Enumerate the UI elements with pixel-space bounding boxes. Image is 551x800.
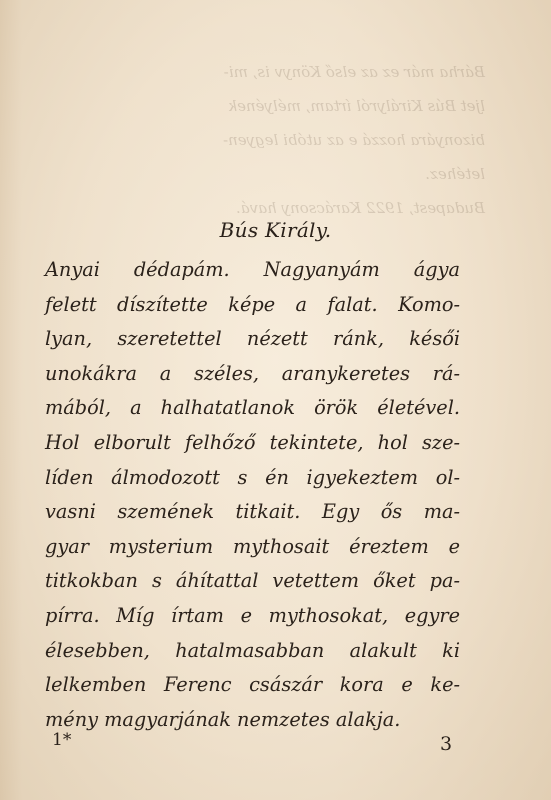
- text-line: élesebben, hatalmasabban alakult ki: [45, 638, 460, 662]
- text-line: unokákra a széles, aranykeretes rá-: [45, 361, 460, 385]
- text-line: líden álmodozott s én igyekeztem ol-: [45, 465, 460, 489]
- text-line: pírra. Míg írtam e mythosokat, egyre: [45, 603, 460, 627]
- page-number: 3: [440, 733, 453, 755]
- text-line: gyar mysterium mythosait éreztem e: [45, 534, 460, 558]
- signature-mark: 1*: [52, 730, 72, 750]
- bleed-through-text: [222, 55, 485, 225]
- bleed-line: Bárha már ez az első Könyv is, mi-: [223, 63, 485, 81]
- text-line: mából, a halhatatlanok örök életével.: [45, 396, 460, 420]
- text-line: felett díszítette képe a falat. Komo-: [45, 292, 460, 316]
- text-line: lelkemben Ferenc császár kora e ke-: [45, 673, 460, 697]
- bleed-line: Budapest, 1922 Karácsony havá.: [236, 199, 485, 217]
- text-line: Anyai dédapám. Nagyanyám ágya: [45, 258, 460, 281]
- body-paragraph: [45, 253, 460, 737]
- text-line: lyan, szeretettel nézett ránk, késői: [45, 327, 460, 351]
- bleed-line: letéhez.: [425, 165, 485, 183]
- text-line: titkokban s áhítattal vetettem őket pa-: [45, 569, 460, 593]
- text-line: Hol elborult felhőző tekintete, hol sze-: [45, 430, 460, 454]
- bleed-line: bizonyára hozzá e az utóbi legyen-: [222, 131, 485, 149]
- bleed-line: ljet Bús Királyról írtam, mélyének: [228, 97, 485, 115]
- chapter-title: Bús Király.: [219, 218, 332, 242]
- text-line: mény magyarjának nemzetes alakja.: [45, 707, 401, 731]
- text-line: vasni szemének titkait. Egy ős ma-: [45, 500, 460, 524]
